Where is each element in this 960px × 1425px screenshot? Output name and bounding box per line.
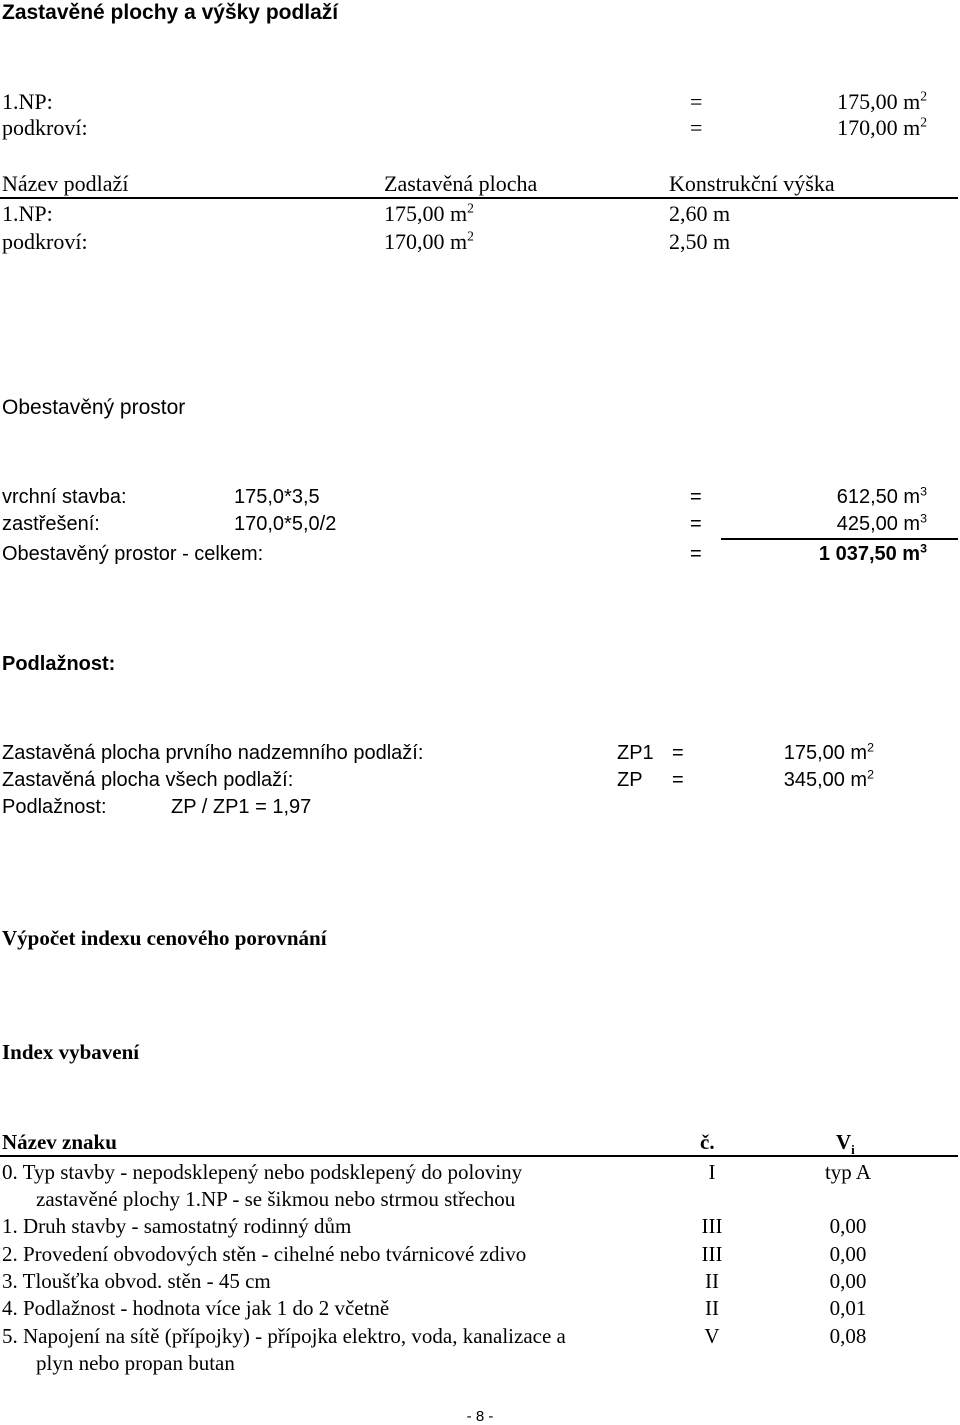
equipment-row-text: 0. Typ stavby - nepodsklepený nebo podsklepený do poloviny: [2, 1160, 523, 1184]
floor-ratio-result-label: Podlažnost:: [2, 796, 107, 818]
floor-row-height: 2,60 m: [669, 201, 731, 226]
area-eq-1np: =: [690, 89, 703, 114]
floor-row-height: 2,50 m: [669, 229, 731, 254]
floor-ratio-result-formula: ZP / ZP1 = 1,97: [171, 796, 312, 818]
equipment-row-v: 0,08: [829, 1324, 867, 1348]
floor-ratio-row-label: Zastavěná plocha prvního nadzemního podlaží:: [2, 742, 424, 764]
equipment-title: Index vybavení: [2, 1040, 140, 1064]
volume-title: Obestavěný prostor: [2, 396, 186, 419]
floor-ratio-row-eq: =: [672, 742, 684, 764]
equipment-row-text: 1. Druh stavby - samostatný rodinný dům: [2, 1214, 352, 1238]
equipment-header-v: $V_i$: [836, 1130, 855, 1158]
volume-row-label: vrchní stavba:: [2, 486, 127, 508]
volume-total-eq: =: [690, 543, 702, 565]
equipment-row-no: II: [705, 1269, 719, 1293]
floor-table-header-name: Název podlaží: [2, 171, 129, 196]
equipment-row-text: 4. Podlažnost - hodnota více jak 1 do 2 včetně: [2, 1296, 390, 1320]
floor-row-name: podkroví:: [2, 229, 88, 254]
volume-row-value: 425,00 $m^3$: [836, 511, 927, 535]
equipment-header-rule: [0, 1155, 958, 1157]
area-label-1np: 1.NP:: [2, 89, 53, 114]
volume-row-formula: 170,0*5,0/2: [234, 513, 337, 535]
equipment-row-v: 0,00: [829, 1214, 867, 1238]
floor-table-header-rule: [0, 197, 958, 199]
volume-row-eq: =: [690, 486, 702, 508]
equipment-row-v: 0,01: [829, 1296, 867, 1320]
volume-row-formula: 175,0*3,5: [234, 486, 320, 508]
volume-total-value: 1 037,50 $m^3$: [818, 541, 927, 565]
equipment-row-text: 3. Tloušťka obvod. stěn - 45 cm: [2, 1269, 271, 1293]
page-number: - 8 -: [466, 1408, 494, 1425]
volume-total-rule: [721, 538, 958, 540]
floor-row-area: 170,00 $m^2$: [384, 228, 474, 254]
page-heading: Zastavěné plochy a výšky podlaží: [2, 1, 339, 24]
equipment-row-v: 0,00: [829, 1242, 867, 1266]
floor-table-header-area: Zastavěná plocha: [384, 171, 538, 196]
volume-row-eq: =: [690, 513, 702, 535]
equipment-header-name: Název znaku: [2, 1130, 117, 1154]
area-label-podkrovi: podkroví:: [2, 115, 88, 140]
floor-ratio-row-label: Zastavěná plocha všech podlaží:: [2, 769, 294, 791]
equipment-row-v: 0,00: [829, 1269, 867, 1293]
floor-row-name: 1.NP:: [2, 201, 53, 226]
equipment-row-no: I: [708, 1160, 716, 1184]
area-eq-podkrovi: =: [690, 115, 703, 140]
equipment-row-v: typ A: [824, 1160, 872, 1184]
equipment-row-text-cont: zastavěné plochy 1.NP - se šikmou nebo strmou střechou: [36, 1187, 516, 1211]
floor-ratio-row-code: ZP: [617, 769, 643, 791]
equipment-row-text-cont: plyn nebo propan butan: [36, 1351, 235, 1375]
floor-ratio-row-eq: =: [672, 769, 684, 791]
floor-table-header-height: Konstrukční výška: [669, 171, 835, 196]
volume-row-label: zastřešení:: [2, 513, 100, 535]
equipment-row-no: II: [705, 1296, 719, 1320]
volume-total-label: Obestavěný prostor - celkem:: [2, 543, 264, 565]
equipment-row-text: 2. Provedení obvodových stěn - cihelné nebo tvárnicové zdivo: [2, 1242, 527, 1266]
area-value-1np: 175,00 $m^2$: [837, 88, 927, 114]
equipment-row-text: 5. Napojení na sítě (přípojky) - přípojka elektro, voda, kanalizace a: [2, 1324, 566, 1348]
equipment-header-no: č.: [700, 1130, 715, 1154]
floor-ratio-row-value: 345,00 $m^2$: [783, 767, 874, 791]
equipment-row-no: III: [701, 1214, 723, 1238]
floor-ratio-row-value: 175,00 $m^2$: [783, 740, 874, 764]
equipment-row-no: V: [704, 1324, 720, 1348]
floor-ratio-title: Podlažnost:: [2, 653, 116, 675]
floor-ratio-row-code: ZP1: [617, 742, 654, 764]
equipment-row-no: III: [701, 1242, 723, 1266]
volume-row-value: 612,50 $m^3$: [836, 484, 927, 508]
price-index-title: Výpočet indexu cenového porovnání: [2, 926, 327, 950]
area-value-podkrovi: 170,00 $m^2$: [837, 114, 927, 140]
floor-row-area: 175,00 $m^2$: [384, 200, 474, 226]
